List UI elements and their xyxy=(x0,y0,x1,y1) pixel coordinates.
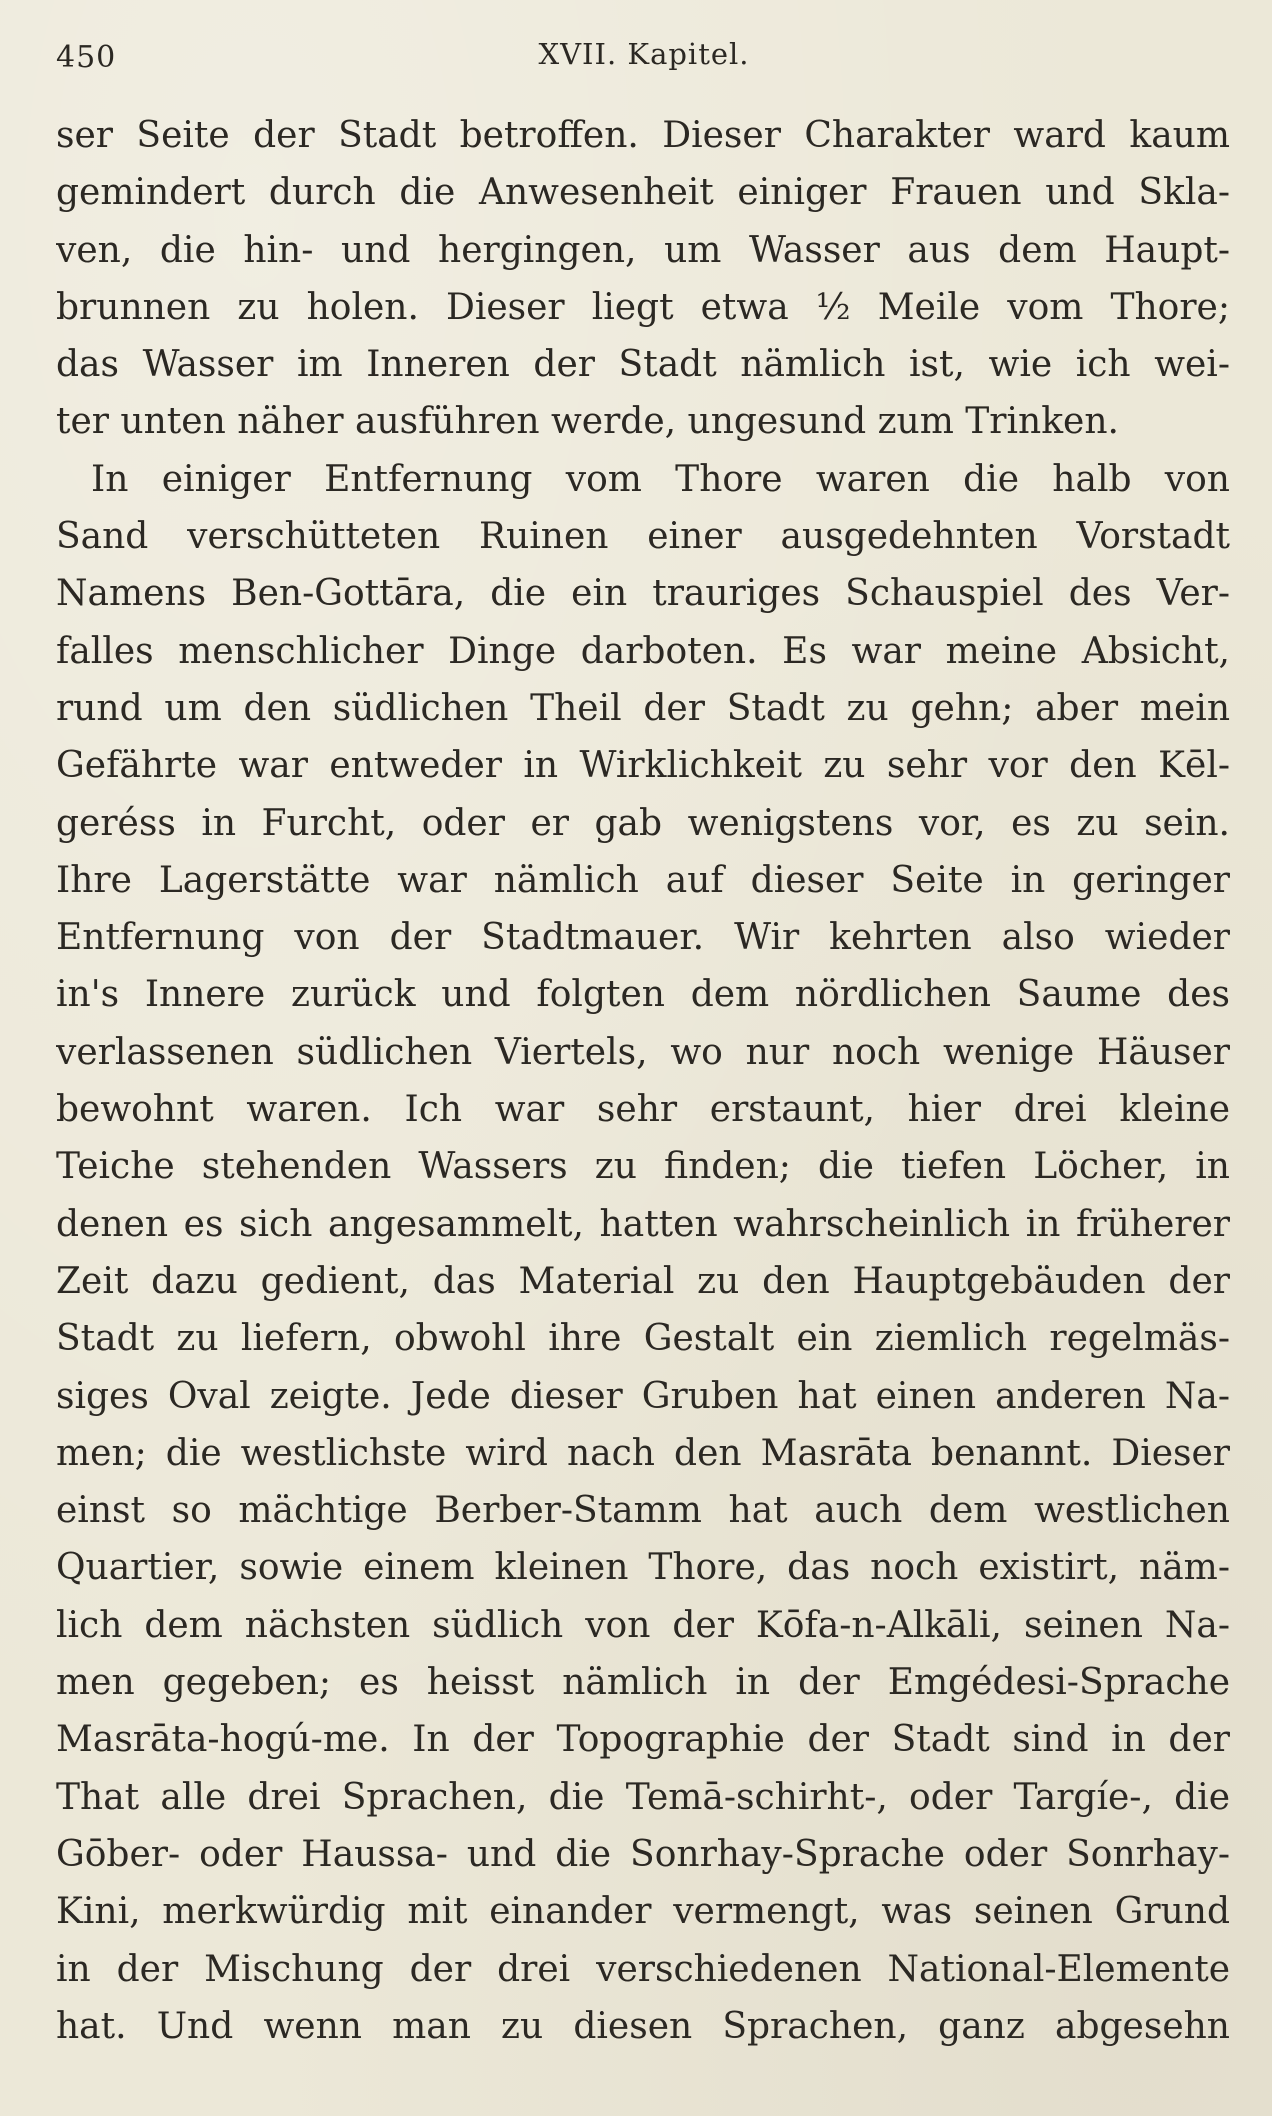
text-line: Namens Ben-Gottāra, die ein trauriges Schauspiel des Ver- xyxy=(56,573,1230,615)
text-line: geréss in Furcht, oder er gab wenigstens vor, es zu sein. xyxy=(56,802,1230,844)
text-line: Quartier, sowie einem kleinen Thore, das noch existirt, näm- xyxy=(56,1547,1230,1589)
body-text xyxy=(56,107,1230,2055)
page-number: 450 xyxy=(56,40,117,75)
text-line: ser Seite der Stadt betroffen. Dieser Charakter ward kaum xyxy=(56,115,1230,156)
text-line: gemindert durch die Anwesenheit einiger Frauen und Skla- xyxy=(56,172,1230,214)
text-line: hat. Und wenn man zu diesen Sprachen, ganz abgesehn xyxy=(56,2005,1230,2047)
text-line: That alle drei Sprachen, die Temā-schirht-, oder Targíe-, die xyxy=(56,1776,1230,1818)
text-line: lich dem nächsten südlich von der Kōfa-n-Alkāli, seinen Na- xyxy=(56,1604,1230,1646)
chapter-title: XVII. Kapitel. xyxy=(538,37,750,71)
text-line: ter unten näher ausführen werde, ungesund zum Trinken. xyxy=(56,401,1119,443)
text-line: das Wasser im Inneren der Stadt nämlich ist, wie ich wei- xyxy=(56,344,1230,386)
text-line: Masrāta-hogú-me. In der Topographie der Stadt sind in der xyxy=(56,1719,1230,1761)
text-line: men gegeben; es heisst nämlich in der Emgédesi-Sprache xyxy=(56,1662,1230,1704)
text-line: Sand verschütteten Ruinen einer ausgedehnten Vorstadt xyxy=(56,516,1230,558)
text-line: in's Innere zurück und folgten dem nördlichen Saume des xyxy=(56,974,1230,1016)
text-line: Ihre Lagerstätte war nämlich auf dieser Seite in geringer xyxy=(56,859,1230,901)
text-line: einst so mächtige Berber-Stamm hat auch dem westlichen xyxy=(56,1490,1230,1532)
text-line: Entfernung von der Stadtmauer. Wir kehrten also wieder xyxy=(56,917,1230,959)
text-line: bewohnt waren. Ich war sehr erstaunt, hier drei kleine xyxy=(56,1089,1230,1131)
text-line: In einiger Entfernung vom Thore waren die halb von xyxy=(91,458,1230,500)
text-line: brunnen zu holen. Dieser liegt etwa ½ Meile vom Thore; xyxy=(56,286,1230,328)
text-line: men; die westlichste wird nach den Masrāta benannt. Dieser xyxy=(56,1432,1230,1474)
text-line: falles menschlicher Dinge darboten. Es war meine Absicht, xyxy=(56,630,1230,672)
text-line: Zeit dazu gedient, das Material zu den Hauptgebäuden der xyxy=(56,1260,1230,1302)
text-line: Gefährte war entweder in Wirklichkeit zu sehr vor den Kēl- xyxy=(56,745,1230,787)
text-line: ven, die hin- und hergingen, um Wasser aus dem Haupt- xyxy=(56,229,1230,271)
text-line: siges Oval zeigte. Jede dieser Gruben hat einen anderen Na- xyxy=(56,1375,1230,1417)
text-line: rund um den südlichen Theil der Stadt zu gehn; aber mein xyxy=(56,687,1230,729)
text-line: Teiche stehenden Wassers zu finden; die tiefen Löcher, in xyxy=(56,1146,1230,1188)
text-line: Kini, merkwürdig mit einander vermengt, was seinen Grund xyxy=(56,1891,1230,1933)
text-line: Stadt zu liefern, obwohl ihre Gestalt ein ziemlich regelmäs- xyxy=(56,1318,1230,1360)
text-line: verlassenen südlichen Viertels, wo nur noch wenige Häuser xyxy=(56,1031,1230,1073)
text-line: in der Mischung der drei verschiedenen National-Elemente xyxy=(56,1948,1230,1990)
text-line: Gōber- oder Haussa- und die Sonrhay-Sprache oder Sonrhay- xyxy=(56,1833,1230,1875)
text-line: denen es sich angesammelt, hatten wahrscheinlich in früherer xyxy=(56,1203,1230,1245)
running-head xyxy=(56,30,1232,78)
